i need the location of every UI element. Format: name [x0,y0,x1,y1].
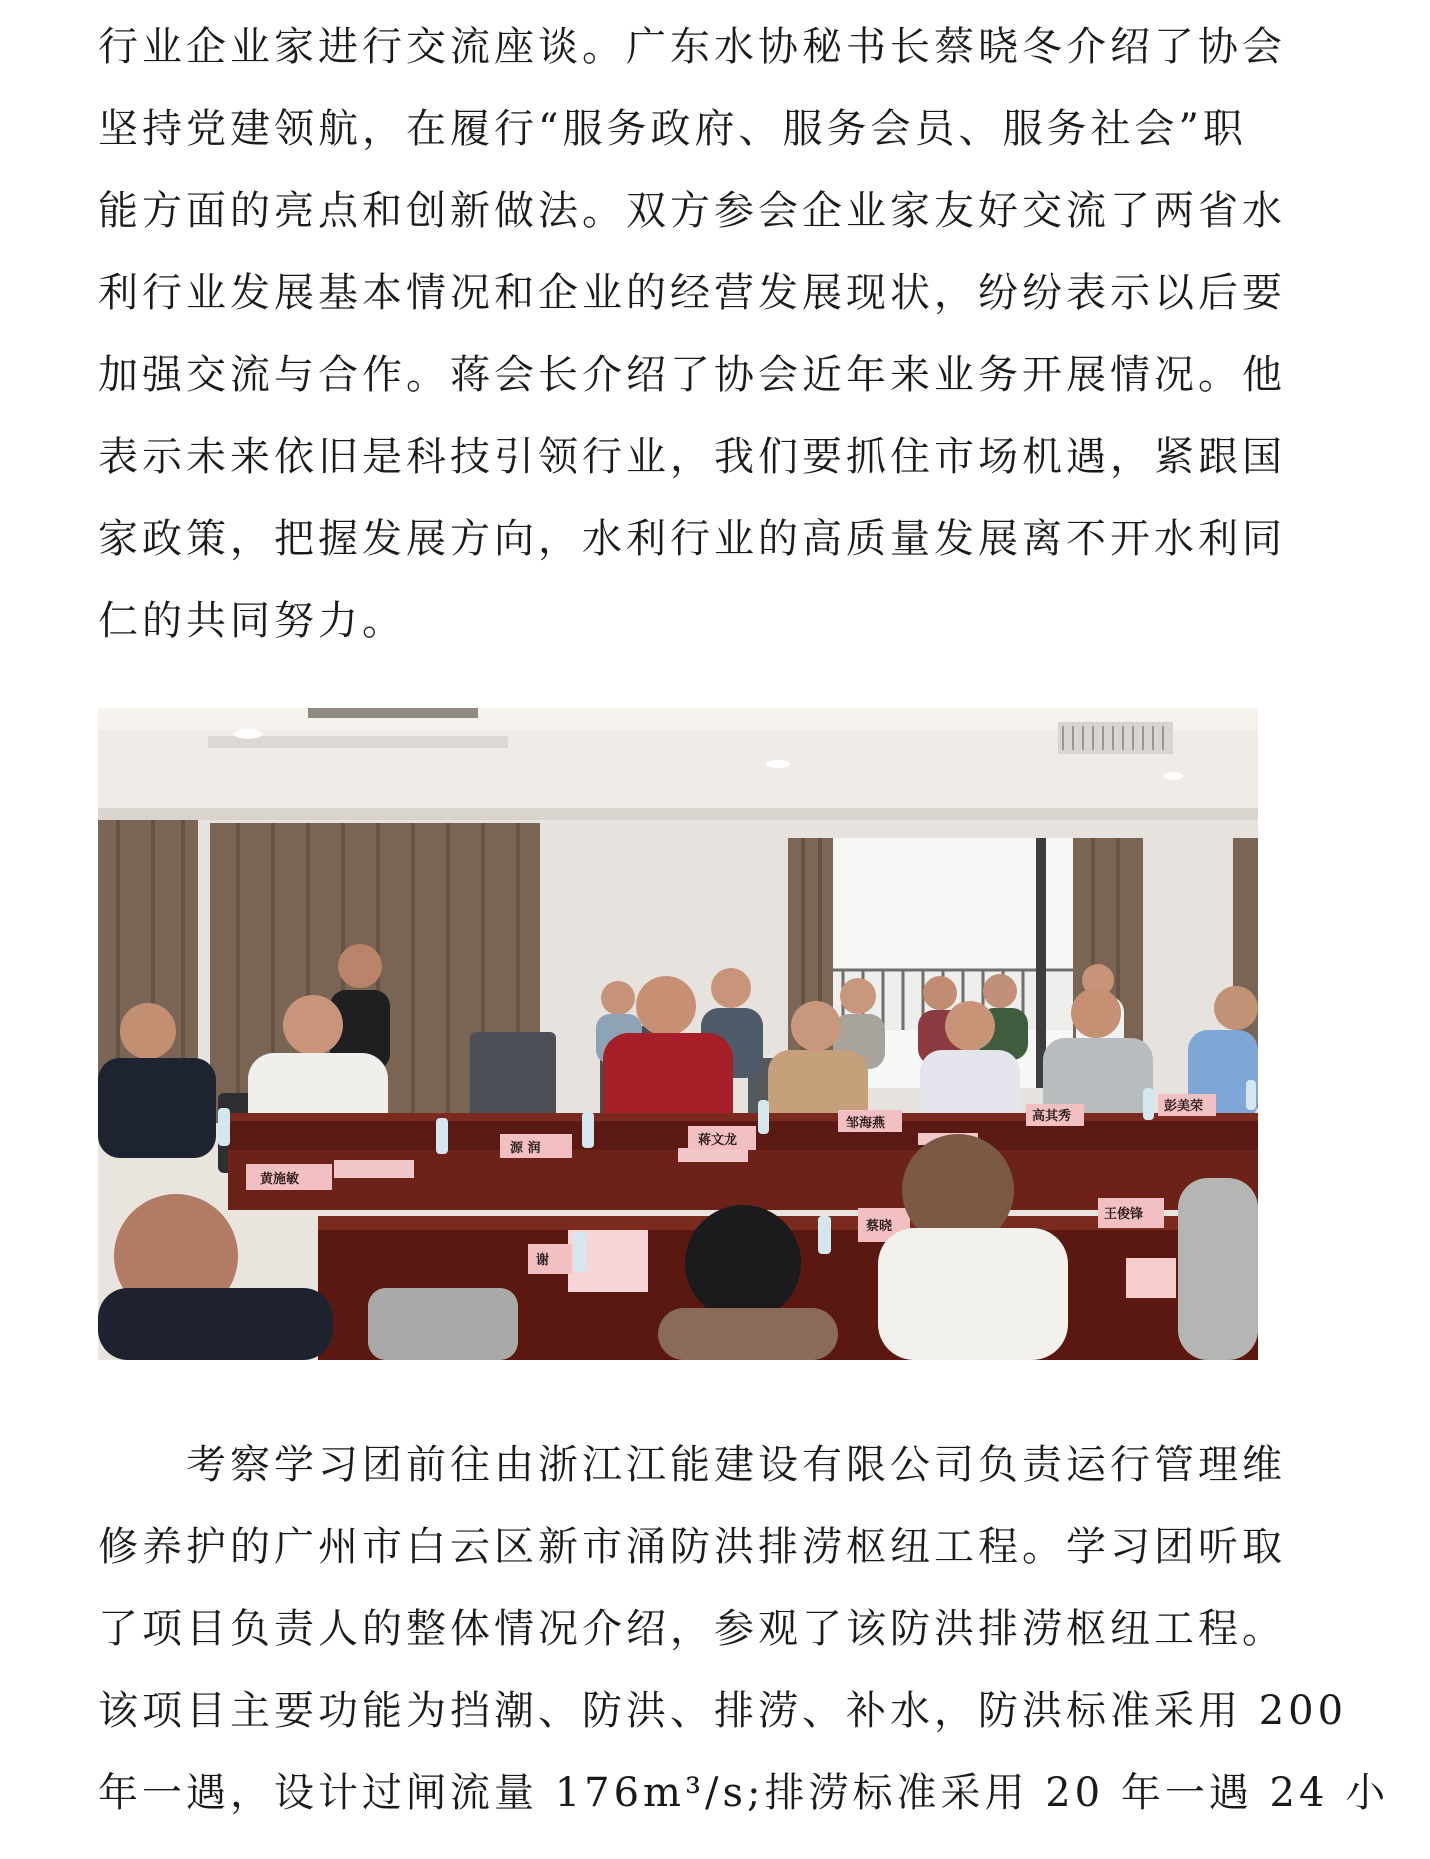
name-card: 高其秀 [1032,1109,1072,1124]
name-card: 王俊锋 [1104,1207,1144,1222]
text-line: 修养护的广州市白云区新市涌防洪排涝枢纽工程。学习团听取 [98,1524,1286,1570]
text-line: 利行业发展基本情况和企业的经营发展现状，纷纷表示以后要 [98,270,1286,316]
name-card: 蔡晓 [866,1219,893,1234]
name-card: 彭美荣 [1164,1099,1204,1114]
text-line: 能方面的亮点和创新做法。双方参会企业家友好交流了两省水 [98,188,1286,234]
name-card: 谢 [536,1253,550,1268]
text-line: 坚持党建领航，在履行“服务政府、服务会员、服务社会”职 [98,106,1247,152]
meeting-photo [98,708,1258,1360]
name-card: 黄施敏 [260,1172,300,1187]
paragraph-bottom [98,1424,1390,1834]
text-line: 表示未来依旧是科技引领行业，我们要抓住市场机遇，紧跟国 [98,434,1286,480]
text-line: 加强交流与合作。蒋会长介绍了协会近年来业务开展情况。他 [98,352,1286,398]
text-line: 仁的共同努力。 [98,598,406,644]
text-line: 了项目负责人的整体情况介绍，参观了该防洪排涝枢纽工程。 [98,1606,1286,1652]
text-line: 该项目主要功能为挡潮、防洪、排涝、补水，防洪标准采用 200 [98,1688,1348,1734]
text-line: 年一遇，设计过闸流量 176m³/s;排涝标准采用 20 年一遇 24 小 [98,1770,1390,1816]
text-line: 考察学习团前往由浙江江能建设有限公司负责运行管理维 [98,1442,1286,1488]
name-card: 蒋文龙 [698,1133,738,1148]
name-card: 源 润 [510,1141,541,1156]
paragraph-top [98,6,1286,662]
name-card: 邹海燕 [846,1116,886,1131]
text-line: 家政策，把握发展方向，水利行业的高质量发展离不开水利同 [98,516,1286,562]
text-line: 行业企业家进行交流座谈。广东水协秘书长蔡晓冬介绍了协会 [98,24,1286,70]
